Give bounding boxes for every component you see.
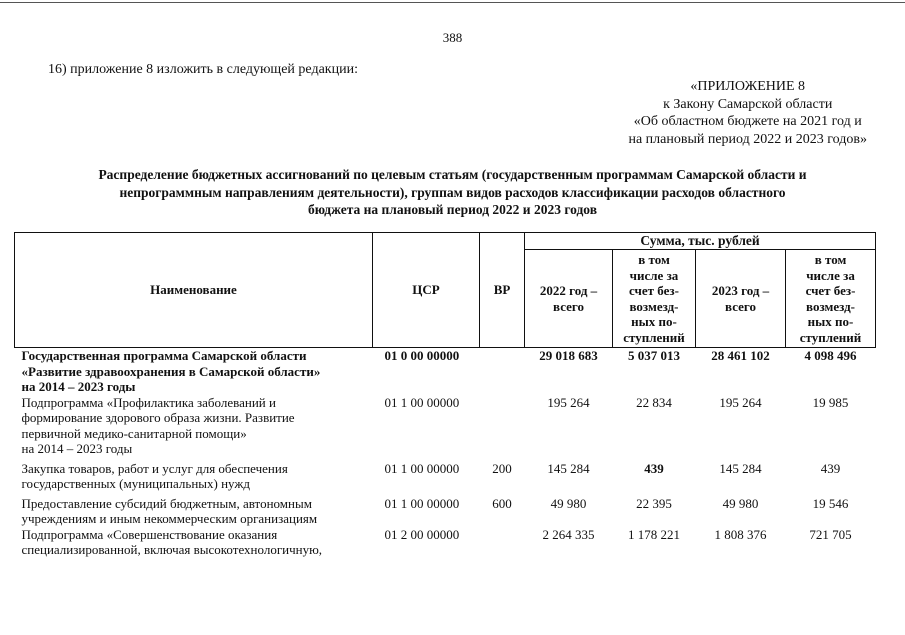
header-vr: ВР <box>480 233 525 348</box>
row-vr <box>480 395 525 457</box>
row-2022-total: 145 284 <box>547 460 590 476</box>
row-name <box>15 348 373 395</box>
row-name-line: Государственная программа Самарской области <box>21 348 307 363</box>
row-2023-grants: 19 546 <box>812 495 849 511</box>
row-2022-total: 49 980 <box>550 495 587 511</box>
appendix-line: к Закону Самарской области <box>663 96 833 112</box>
row-csr: 01 2 00 00000 <box>384 526 460 542</box>
header-line: счет без- <box>805 283 856 298</box>
header-sum: Сумма, тыс. рублей <box>525 233 876 250</box>
row-2023-total: 28 461 102 <box>711 348 770 363</box>
row-2022-total: 29 018 683 <box>539 348 598 363</box>
intro-text: 16) приложение 8 изложить в следующей редакции: <box>48 62 358 77</box>
header-line: всего <box>725 298 756 314</box>
row-2023-total: 49 980 <box>722 495 759 511</box>
header-line: ных по- <box>807 314 854 329</box>
row-name-line: на 2014 – 2023 годы <box>21 441 133 456</box>
row-name-line: Подпрограмма «Профилактика заболеваний и <box>21 394 276 410</box>
row-vr <box>480 348 525 395</box>
document-title <box>30 166 875 219</box>
table-row <box>15 457 876 492</box>
header-line: всего <box>553 298 584 314</box>
header-line: в том <box>814 252 847 267</box>
header-line: числе за <box>629 267 679 283</box>
row-name-line: учреждениям и иным некоммерческим организациям <box>21 511 318 526</box>
row-name-line: государственных (муниципальных) нужд <box>21 476 250 491</box>
row-2022-grants: 439 <box>644 460 664 476</box>
table-row <box>15 395 876 457</box>
budget-table-wrap <box>14 232 875 558</box>
row-name-line: «Развитие здравоохранения в Самарской области» <box>21 363 321 379</box>
title-line: Распределение бюджетных ассигнований по целевым статьям (государственным программам Самарской области и <box>98 167 807 182</box>
row-name-line: Предоставление субсидий бюджетным, автономным <box>21 495 312 511</box>
header-line: 2023 год – <box>711 283 770 298</box>
appendix-line: «Об областном бюджете на 2021 год и <box>633 114 862 129</box>
header-line: числе за <box>806 267 855 283</box>
header-2023-grants <box>786 250 876 348</box>
row-2023-total: 1 808 376 <box>714 526 767 542</box>
header-2022-grants <box>613 250 696 348</box>
header-line: в том <box>638 252 670 267</box>
page-number: 388 <box>442 30 463 45</box>
row-name-line: специализированной, включая высокотехнологичную, <box>21 542 323 557</box>
table-row <box>15 527 876 558</box>
budget-table <box>14 232 876 558</box>
row-csr: 01 1 00 00000 <box>384 460 460 476</box>
title-line: непрограммным направлениям деятельности), группам видов расходов классификации расходов областного <box>119 184 786 200</box>
row-2023-total: 145 284 <box>719 460 762 476</box>
row-vr: 600 <box>492 495 512 511</box>
header-line: ступлений <box>799 329 862 345</box>
header-csr: ЦСР <box>373 233 480 348</box>
row-vr <box>480 527 525 558</box>
table-row <box>15 348 876 395</box>
header-line: ных по- <box>631 314 677 329</box>
row-2022-grants: 22 395 <box>636 495 672 511</box>
row-csr: 01 0 00 00000 <box>384 348 460 363</box>
row-vr: 200 <box>492 460 512 476</box>
header-line: 2022 год – <box>539 283 598 298</box>
table-row <box>15 492 876 527</box>
header-name: Наименование <box>15 233 373 348</box>
row-2023-grants: 721 705 <box>809 526 852 542</box>
header-line: счет без- <box>629 283 679 298</box>
row-2022-grants: 5 037 013 <box>628 348 680 363</box>
row-2023-grants: 19 985 <box>812 394 849 410</box>
row-name <box>15 527 373 558</box>
row-2022-total: 2 264 335 <box>542 526 595 542</box>
row-2022-total: 195 264 <box>547 394 590 410</box>
header-line: возмезд- <box>629 298 679 314</box>
row-2022-grants: 1 178 221 <box>628 526 680 542</box>
appendix-heading <box>628 78 867 148</box>
appendix-line: «ПРИЛОЖЕНИЕ 8 <box>690 79 806 94</box>
row-name-line: на 2014 – 2023 годы <box>21 379 136 394</box>
row-2022-grants: 22 834 <box>636 394 672 410</box>
header-line: ступлений <box>623 329 685 345</box>
row-name-line: Подпрограмма «Совершенствование оказания <box>21 526 278 542</box>
row-name-line: формирование здорового образа жизни. Развитие <box>21 410 295 425</box>
appendix-line: на плановый период 2022 и 2023 годов» <box>628 131 867 147</box>
row-2023-grants: 439 <box>820 460 841 476</box>
row-2023-grants: 4 098 496 <box>804 348 857 363</box>
row-name <box>15 395 373 457</box>
header-2022-total <box>525 250 613 348</box>
row-csr: 01 1 00 00000 <box>384 495 460 511</box>
row-csr: 01 1 00 00000 <box>384 394 460 410</box>
row-name <box>15 457 373 492</box>
header-line: возмезд- <box>806 298 856 314</box>
header-2023-total <box>696 250 786 348</box>
row-name <box>15 492 373 527</box>
top-rule <box>0 2 905 3</box>
row-name-line: Закупка товаров, работ и услуг для обеспечения <box>21 460 288 476</box>
row-2023-total: 195 264 <box>719 394 762 410</box>
title-line: бюджета на плановый период 2022 и 2023 годов <box>307 202 598 217</box>
row-name-line: первичной медико-санитарной помощи» <box>21 425 247 441</box>
